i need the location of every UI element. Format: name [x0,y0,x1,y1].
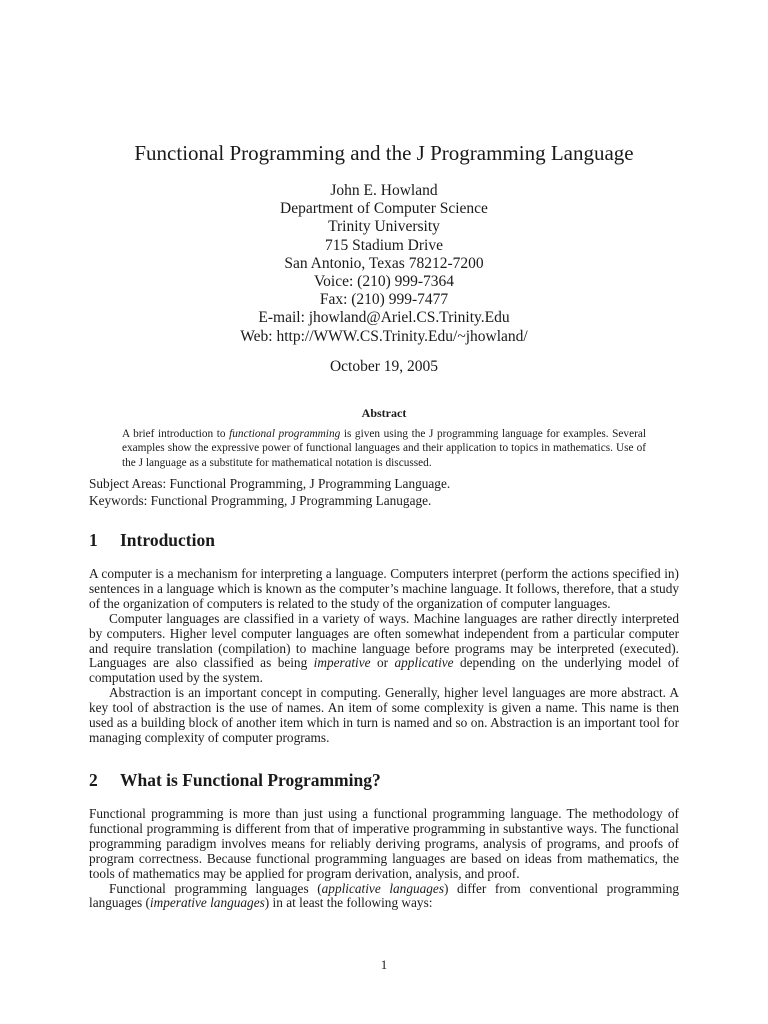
intro-p2-emphasis-imperative: imperative [313,655,371,671]
author-name: John E. Howland [330,182,438,199]
abstract-text [122,427,646,470]
abstract-heading: Abstract [361,406,407,420]
author-fax: Fax: (210) 999-7477 [319,291,449,309]
author-block [0,182,768,346]
intro-paragraph-3: Abstraction is an important concept in computing. Generally, higher level languages are more abstract. A key tool of abstraction is the use of names. An item of some complexity is given a name. This name is then used as a building block of another item which in turn is named and so on. Abstraction is an important tool for managing complexity of computer programs. [89,685,679,745]
author-email: E-mail: jhowland@Ariel.CS.Trinity.Edu [258,309,510,327]
intro-p2-emphasis-applicative: applicative [394,655,454,671]
section-introduction [89,530,679,746]
intro-paragraph-2 [89,612,679,687]
fp-paragraph-1: Functional programming is more than just using a functional programming language. The methodology of functional programming is different from that of imperative programming in substantive ways. The functional programming paradigm involves means for reliably deriving programs, analysis of programs, and proofs of program correctness. Because functional programming languages are based on ideas from mathematics, the tools of mathematics may be applied for program derivation, analysis, and proof. [89,806,679,881]
fp-p2-text-c: ) in at least the following ways: [264,895,433,911]
abstract-text-after: is given using the J programming language for examples. Several examples show the expressive power of functional languages and their application to topics in mathematics. Use of the J language as a substitute for mathematical notation is discussed. [122,428,647,469]
intro-paragraph-1: A computer is a mechanism for interpreting a language. Computers interpret (perform the actions specified in) sentences in a language which is known as the computer’s machine language. It follows, therefore, that a study of the organization of computers is related to the study of the organization of computer languages. [89,566,679,611]
author-web: Web: http://WWW.CS.Trinity.Edu/~jhowland/ [240,327,528,345]
fp-paragraph-2 [89,882,679,912]
abstract-text-before: A brief introduction to [122,428,230,440]
author-city: San Antonio, Texas 78212-7200 [284,254,484,272]
fp-p2-emphasis-applicative: applicative languages [321,880,444,896]
fp-p2-emphasis-imperative: imperative languages [149,895,265,911]
page-number: 1 [380,957,388,972]
author-voice: Voice: (210) 999-7364 [313,273,455,291]
keywords: Keywords: Functional Programming, J Programming Lanugage. [89,492,432,508]
section-functional-programming [89,770,679,911]
abstract-emphasis: functional programming [229,428,341,440]
paper-meta [89,476,689,509]
subject-areas: Subject Areas: Functional Programming, J Programming Language. [89,476,451,491]
section-number: 2 [89,770,98,790]
intro-p2-text-b: or [370,655,395,671]
section-number: 1 [89,530,98,550]
fp-p2-text-b: ) differ from conventional programming languages ( [89,880,680,911]
paper-date: October 19, 2005 [329,358,439,375]
author-department: Department of Computer Science [280,200,488,218]
intro-p2-text-c: depending on the underlying model of computation used by the system. [89,655,679,686]
paper-title: Functional Programming and the J Programming Language [134,141,634,165]
intro-p2-text-a: Computer languages are classified in a variety of ways. Machine languages are rather directly interpreted by computers. Higher level computer languages are often somewhat independent from a particular computer and require translation (compilation) to machine language before programs may be interpreted (executed). Languages are also classified as being [89,610,679,671]
author-street: 715 Stadium Drive [325,236,443,254]
fp-p2-text-a: Functional programming languages ( [109,880,322,896]
section-heading [89,770,679,791]
section-title: Introduction [120,530,215,550]
author-university: Trinity University [328,218,440,236]
section-heading [89,530,679,551]
section-title: What is Functional Programming? [120,770,381,790]
